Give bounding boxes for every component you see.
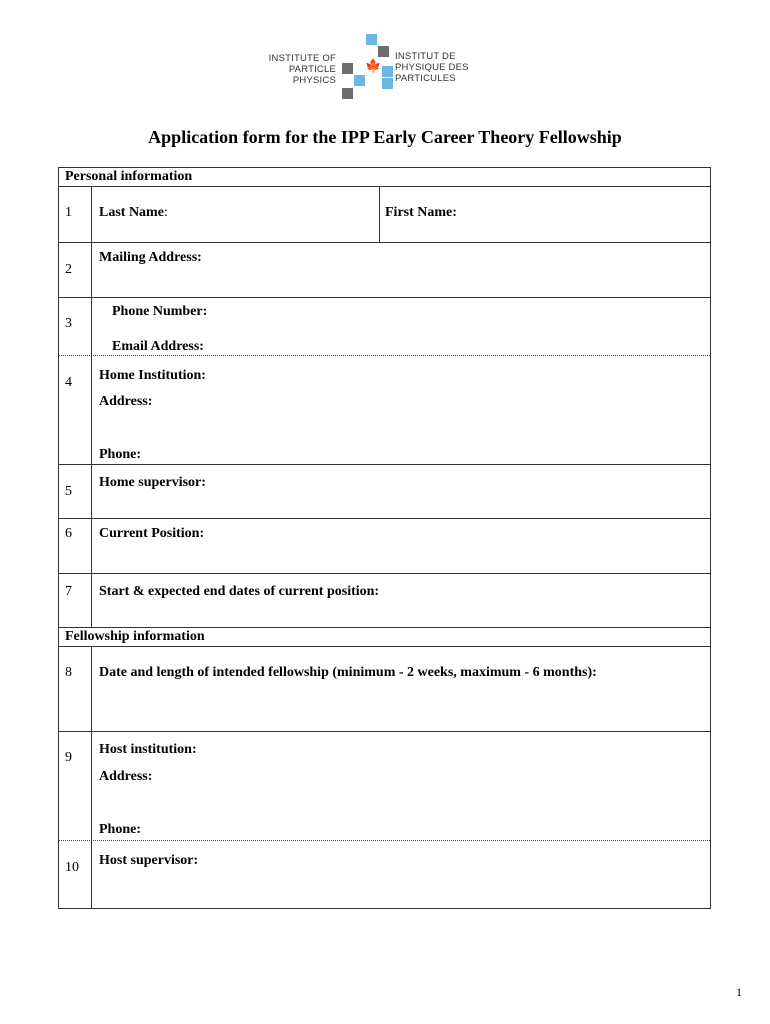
row-number-text: 2 <box>65 262 72 277</box>
row-number <box>59 841 92 908</box>
section-header-personal: Personal information <box>59 168 710 187</box>
row-content <box>92 243 710 297</box>
form-row-4 <box>59 356 710 465</box>
form-title: Application form for the IPP Early Career Theory Fellowship <box>148 127 622 147</box>
last-name-field[interactable] <box>99 205 168 221</box>
application-form <box>58 167 711 909</box>
row-number-text: 3 <box>65 316 72 331</box>
row-content <box>92 574 710 627</box>
logo-en-line-1: INSTITUTE OF <box>268 53 336 64</box>
row-number <box>59 298 92 355</box>
current-position-field[interactable]: Current Position: <box>99 526 205 541</box>
section-header-fellowship: Fellowship information <box>59 628 710 647</box>
position-dates-field[interactable]: Start & expected end dates of current position: <box>99 584 380 599</box>
row-number <box>59 465 92 518</box>
form-row-1 <box>59 187 710 243</box>
home-phone-field[interactable]: Phone: <box>99 447 141 462</box>
form-row-10 <box>59 841 710 908</box>
logo-square <box>342 88 353 99</box>
form-row-3 <box>59 298 710 356</box>
logo-square <box>382 66 393 77</box>
logo-square <box>366 34 377 45</box>
logo-en-line-2: PARTICLE <box>288 64 336 75</box>
mailing-address-field[interactable]: Mailing Address: <box>99 250 202 265</box>
last-name-colon: : <box>163 205 168 220</box>
row-number <box>59 356 92 464</box>
home-institution-field[interactable]: Home Institution: <box>99 368 206 383</box>
row-number <box>59 647 92 731</box>
host-supervisor-field[interactable]: Host supervisor: <box>99 853 199 868</box>
logo-en-line-3: PHYSICS <box>292 75 336 86</box>
form-row-7 <box>59 574 710 628</box>
row-number-text: 4 <box>65 375 72 390</box>
row-content <box>92 298 710 355</box>
logo-text-english <box>262 53 336 86</box>
form-row-9 <box>59 732 710 841</box>
logo-square <box>382 78 393 89</box>
row-number <box>59 519 92 573</box>
logo-text-french <box>395 51 505 84</box>
row-number-text: 5 <box>65 484 72 499</box>
fellowship-dates-field[interactable]: Date and length of intended fellowship (minimum - 2 weeks, maximum - 6 months): <box>99 665 597 680</box>
host-institution-field[interactable]: Host institution: <box>99 742 197 757</box>
row-content <box>92 519 710 573</box>
form-row-5 <box>59 465 710 519</box>
logo-fr-line-1: INSTITUT DE <box>395 51 456 62</box>
phone-number-field[interactable]: Phone Number: <box>112 304 208 319</box>
form-row-6 <box>59 519 710 574</box>
form-row-8 <box>59 647 710 732</box>
host-phone-field[interactable]: Phone: <box>99 822 141 837</box>
row-number <box>59 574 92 627</box>
home-address-field[interactable]: Address: <box>99 394 153 409</box>
row-number <box>59 243 92 297</box>
row-content <box>92 732 710 840</box>
last-name-label: Last Name <box>99 205 164 220</box>
row-content <box>92 356 710 464</box>
host-address-field[interactable]: Address: <box>99 769 153 784</box>
row-content <box>92 465 710 518</box>
email-address-field[interactable]: Email Address: <box>112 339 204 354</box>
row-content <box>92 187 710 242</box>
row-number <box>59 732 92 840</box>
form-row-2 <box>59 243 710 298</box>
row-number-text: 7 <box>65 584 72 599</box>
ipp-logo <box>262 32 502 102</box>
logo-square <box>378 46 389 57</box>
logo-square <box>354 75 365 86</box>
row-number-text: 1 <box>65 205 72 220</box>
row-number <box>59 187 92 242</box>
row-number-text: 10 <box>65 860 79 875</box>
row-content <box>92 647 710 731</box>
logo-square <box>342 63 353 74</box>
logo-fr-line-2: PHYSIQUE DES <box>395 62 469 73</box>
row-number-text: 6 <box>65 526 72 541</box>
logo-fr-line-3: PARTICULES <box>395 73 456 84</box>
first-name-field[interactable]: First Name: <box>385 205 457 220</box>
row-content <box>92 841 710 908</box>
column-divider <box>379 187 380 242</box>
home-supervisor-field[interactable]: Home supervisor: <box>99 475 206 490</box>
maple-leaf-icon: 🍁 <box>365 58 382 73</box>
page-number: 1 <box>736 985 742 999</box>
row-number-text: 8 <box>65 665 72 680</box>
row-number-text: 9 <box>65 750 72 765</box>
